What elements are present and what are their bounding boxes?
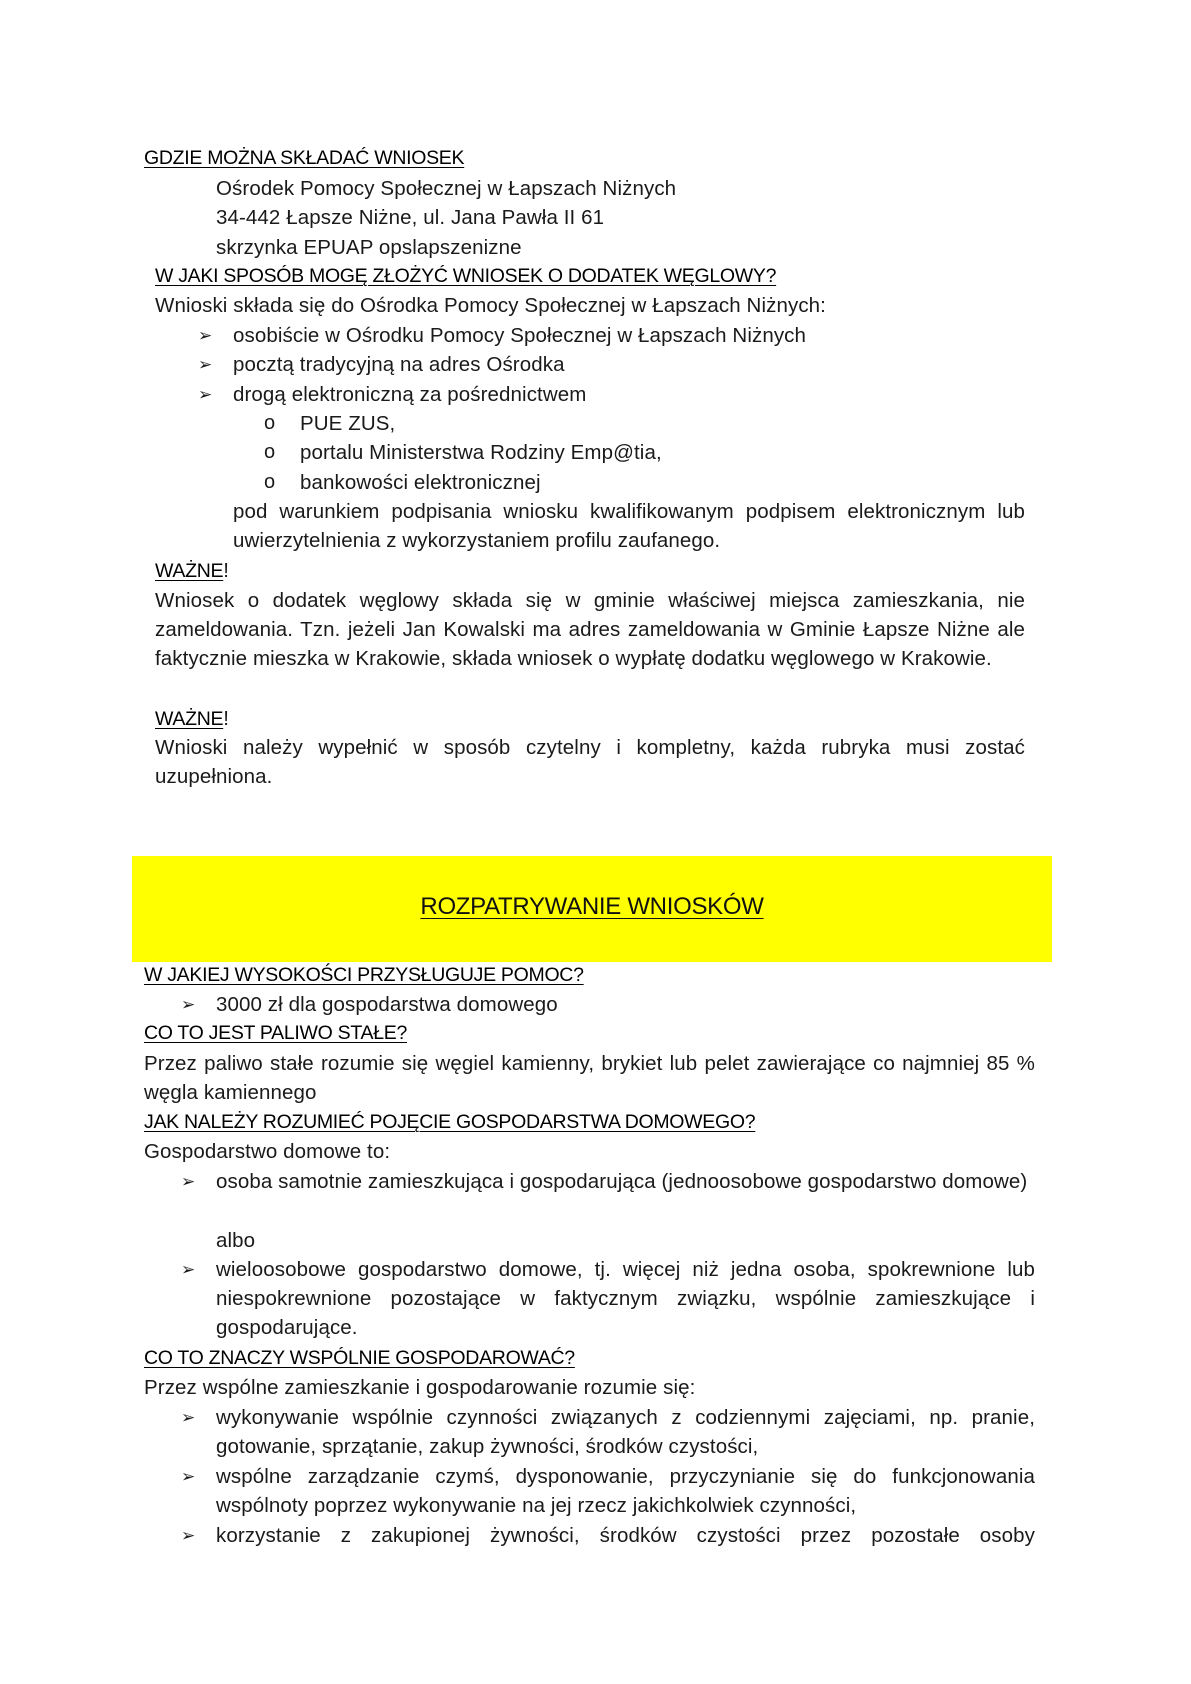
list-item: 3000 zł dla gospodarstwa domowego [216, 993, 558, 1016]
address-line: skrzynka EPUAP opslapszenizne [216, 236, 522, 259]
notice-label-text: WAŻNE [155, 560, 224, 582]
text-albo: albo [216, 1229, 256, 1252]
notice-label-text: WAŻNE [155, 708, 224, 730]
list-item: drogą elektroniczną za pośrednictwem [233, 383, 587, 406]
paragraph-solid-fuel: Przez paliwo stałe rozumie się węgiel kamienny, brykiet lub pelet zawierające co najmniej 85 % węgla kamiennego [144, 1052, 1035, 1104]
heading-solid-fuel: CO TO JEST PALIWO STAŁE? [144, 1022, 407, 1044]
address-line: Ośrodek Pomocy Społecznej w Łapszach Niżnych [216, 177, 677, 200]
circle-bullet-icon: o [264, 412, 276, 434]
circle-bullet-icon: o [264, 441, 276, 463]
arrow-bullet-icon: ➢ [198, 385, 213, 404]
paragraph-notice: Wnioski należy wypełnić w sposób czytelny i kompletny, każda rubryka musi zostać uzupełniona. [155, 736, 1025, 788]
notice-exclamation: ! [223, 707, 229, 730]
sub-list-item: PUE ZUS, [300, 412, 396, 435]
list-item: wykonywanie wspólnie czynności związanych z codziennymi zajęciami, np. pranie, gotowanie, sprzątanie, zakup żywności, środków czystości, [216, 1406, 1035, 1458]
list-item: wspólne zarządzanie czymś, dysponowanie, przyczynianie się do funkcjonowania wspólnoty poprzez wykonywanie na jej rzecz jakichkolwiek czynności, [216, 1465, 1035, 1517]
notice-label [155, 704, 229, 734]
arrow-bullet-icon: ➢ [181, 1172, 196, 1191]
paragraph-intro: Wnioski składa się do Ośrodka Pomocy Społecznej w Łapszach Niżnych: [155, 294, 826, 317]
arrow-bullet-icon: ➢ [181, 1408, 196, 1427]
list-item: wieloosobowe gospodarstwo domowe, tj. więcej niż jedna osoba, spokrewnione lub niespokrewnione pozostające w faktycznym związku, wspólnie zamieszkujące i gospodarujące. [216, 1258, 1035, 1339]
paragraph-intro: Przez wspólne zamieszkanie i gospodarowanie rozumie się: [144, 1376, 696, 1399]
sub-list-item: portalu Ministerstwa Rodziny Emp@tia, [300, 441, 662, 464]
arrow-bullet-icon: ➢ [198, 326, 213, 345]
heading-household: JAK NALEŻY ROZUMIEĆ POJĘCIE GOSPODARSTWA DOMOWEGO? [144, 1111, 756, 1133]
section-banner [132, 856, 1052, 962]
arrow-bullet-icon: ➢ [181, 1526, 196, 1545]
circle-bullet-icon: o [264, 471, 276, 493]
heading-where-to-submit: GDZIE MOŻNA SKŁADAĆ WNIOSEK [144, 147, 465, 169]
heading-joint-household: CO TO ZNACZY WSPÓLNIE GOSPODAROWAĆ? [144, 1347, 575, 1369]
arrow-bullet-icon: ➢ [181, 995, 196, 1014]
arrow-bullet-icon: ➢ [181, 1467, 196, 1486]
paragraph-intro: Gospodarstwo domowe to: [144, 1140, 391, 1163]
list-item: osobiście w Ośrodku Pomocy Społecznej w Łapszach Niżnych [233, 324, 807, 347]
list-item: korzystanie z zakupionej żywności, środków czystości przez pozostałe osoby [216, 1524, 1035, 1547]
notice-label [155, 556, 229, 586]
paragraph-notice: Wniosek o dodatek węglowy składa się w gminie właściwej miejsca zamieszkania, nie zameldowania. Tzn. jeżeli Jan Kowalski ma adres zameldowania w Gminie Łapsze Niżne ale faktycznie mieszka w Krakowie, składa wniosek o wypłatę dodatku węglowego w Krakowie. [155, 589, 1025, 670]
banner-title: ROZPATRYWANIE WNIOSKÓW [420, 893, 764, 920]
list-item: osoba samotnie zamieszkująca i gospodarująca (jednoosobowe gospodarstwo domowe) [216, 1170, 1028, 1193]
sub-list-item: bankowości elektronicznej [300, 471, 541, 494]
heading-how-to-submit: W JAKI SPOSÓB MOGĘ ZŁOŻYĆ WNIOSEK O DODATEK WĘGLOWY? [155, 265, 777, 287]
list-item: pocztą tradycyjną na adres Ośrodka [233, 353, 565, 376]
notice-exclamation: ! [223, 559, 229, 582]
arrow-bullet-icon: ➢ [181, 1260, 196, 1279]
arrow-bullet-icon: ➢ [198, 355, 213, 374]
address-line: 34-442 Łapsze Niżne, ul. Jana Pawła II 61 [216, 206, 605, 229]
heading-amount: W JAKIEJ WYSOKOŚCI PRZYSŁUGUJE POMOC? [144, 964, 584, 986]
paragraph-condition: pod warunkiem podpisania wniosku kwalifikowanym podpisem elektronicznym lub uwierzytelnienia z wykorzystaniem profilu zaufanego. [233, 500, 1025, 552]
